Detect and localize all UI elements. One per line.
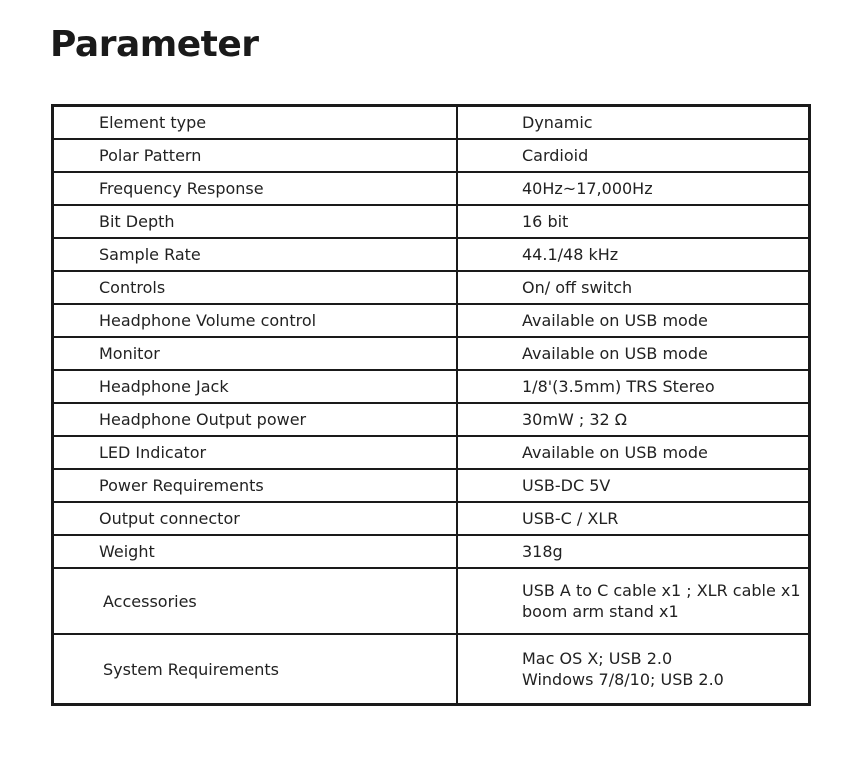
param-label-sample-rate: Sample Rate — [53, 238, 458, 271]
param-label-headphone-volume-control: Headphone Volume control — [53, 304, 458, 337]
param-value-frequency-response: 40Hz~17,000Hz — [457, 172, 810, 205]
param-label-accessories: Accessories — [53, 568, 458, 634]
param-label-bit-depth: Bit Depth — [53, 205, 458, 238]
param-value-bit-depth: 16 bit — [457, 205, 810, 238]
param-value-accessories — [457, 568, 810, 634]
param-value-monitor: Available on USB mode — [457, 337, 810, 370]
param-value-system-requirements — [457, 634, 810, 705]
param-value-headphone-output-power: 30mW ; 32 Ω — [457, 403, 810, 436]
param-label-power-requirements: Power Requirements — [53, 469, 458, 502]
param-label-headphone-jack: Headphone Jack — [53, 370, 458, 403]
param-label-headphone-output-power: Headphone Output power — [53, 403, 458, 436]
table-row — [53, 271, 810, 304]
param-value-line: Mac OS X; USB 2.0 — [522, 649, 673, 668]
page-title: Parameter — [50, 24, 259, 65]
param-value-weight: 318g — [457, 535, 810, 568]
table-row — [53, 535, 810, 568]
param-value-output-connector: USB-C / XLR — [457, 502, 810, 535]
table-row — [53, 304, 810, 337]
param-value-sample-rate: 44.1/48 kHz — [457, 238, 810, 271]
param-value-element-type: Dynamic — [457, 106, 810, 140]
param-label-weight: Weight — [53, 535, 458, 568]
param-value-led-indicator: Available on USB mode — [457, 436, 810, 469]
param-value-controls: On/ off switch — [457, 271, 810, 304]
param-label-monitor: Monitor — [53, 337, 458, 370]
table-row — [53, 205, 810, 238]
param-label-led-indicator: LED Indicator — [53, 436, 458, 469]
parameter-table — [51, 104, 811, 706]
table-row — [53, 106, 810, 140]
table-row — [53, 139, 810, 172]
table-row — [53, 568, 810, 634]
param-label-polar-pattern: Polar Pattern — [53, 139, 458, 172]
param-value-headphone-volume-control: Available on USB mode — [457, 304, 810, 337]
param-value-power-requirements: USB-DC 5V — [457, 469, 810, 502]
table-row — [53, 634, 810, 705]
param-label-frequency-response: Frequency Response — [53, 172, 458, 205]
table-row — [53, 469, 810, 502]
param-value-polar-pattern: Cardioid — [457, 139, 810, 172]
param-label-output-connector: Output connector — [53, 502, 458, 535]
param-value-line: USB A to C cable x1 ; XLR cable x1 — [522, 581, 801, 600]
table-row — [53, 403, 810, 436]
param-label-controls: Controls — [53, 271, 458, 304]
table-row — [53, 238, 810, 271]
table-row — [53, 502, 810, 535]
table-row — [53, 370, 810, 403]
param-value-headphone-jack: 1/8'(3.5mm) TRS Stereo — [457, 370, 810, 403]
param-label-element-type: Element type — [53, 106, 458, 140]
param-value-line: Windows 7/8/10; USB 2.0 — [522, 670, 724, 689]
table-row — [53, 337, 810, 370]
table-row — [53, 172, 810, 205]
table-row — [53, 436, 810, 469]
param-value-line: boom arm stand x1 — [522, 602, 679, 621]
param-label-system-requirements: System Requirements — [53, 634, 458, 705]
